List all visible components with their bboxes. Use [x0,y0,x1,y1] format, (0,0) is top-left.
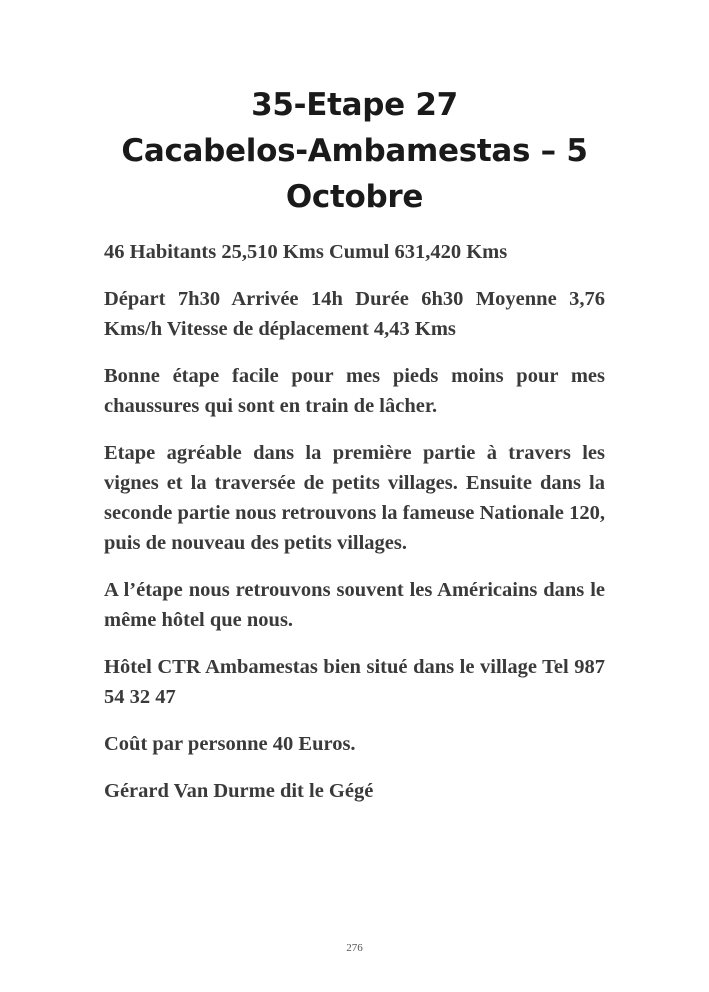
stats-paragraph: 46 Habitants 25,510 Kms Cumul 631,420 Kms [104,241,508,263]
page-number: 276 [346,942,363,954]
title-line-1: 35-Etape 27 [251,87,458,123]
page-title [100,82,609,220]
cost-paragraph: Coût par personne 40 Euros. [104,733,356,755]
body-paragraph: Bonne étape facile pour mes pieds moins pour mes chaussures qui sont en train de lâcher. [104,365,605,417]
hotel-paragraph: Hôtel CTR Ambamestas bien situé dans le village Tel 987 54 32 47 [104,656,605,708]
signature-paragraph: Gérard Van Durme dit le Gégé [104,780,374,802]
body-paragraph: Etape agréable dans la première partie à travers les vignes et la traversée de petits villages. Ensuite dans la seconde partie nous retrouvons la fameuse Nationale 120, puis de nouveau des petits villages. [104,442,605,554]
body-text [104,237,605,823]
title-line-2: Cacabelos-Ambamestas – 5 [121,133,588,169]
timing-paragraph: Départ 7h30 Arrivée 14h Durée 6h30 Moyenne 3,76 Kms/h Vitesse de déplacement 4,43 Kms [104,288,605,340]
title-line-3: Octobre [285,179,424,215]
body-paragraph: A l’étape nous retrouvons souvent les Américains dans le même hôtel que nous. [104,579,605,631]
